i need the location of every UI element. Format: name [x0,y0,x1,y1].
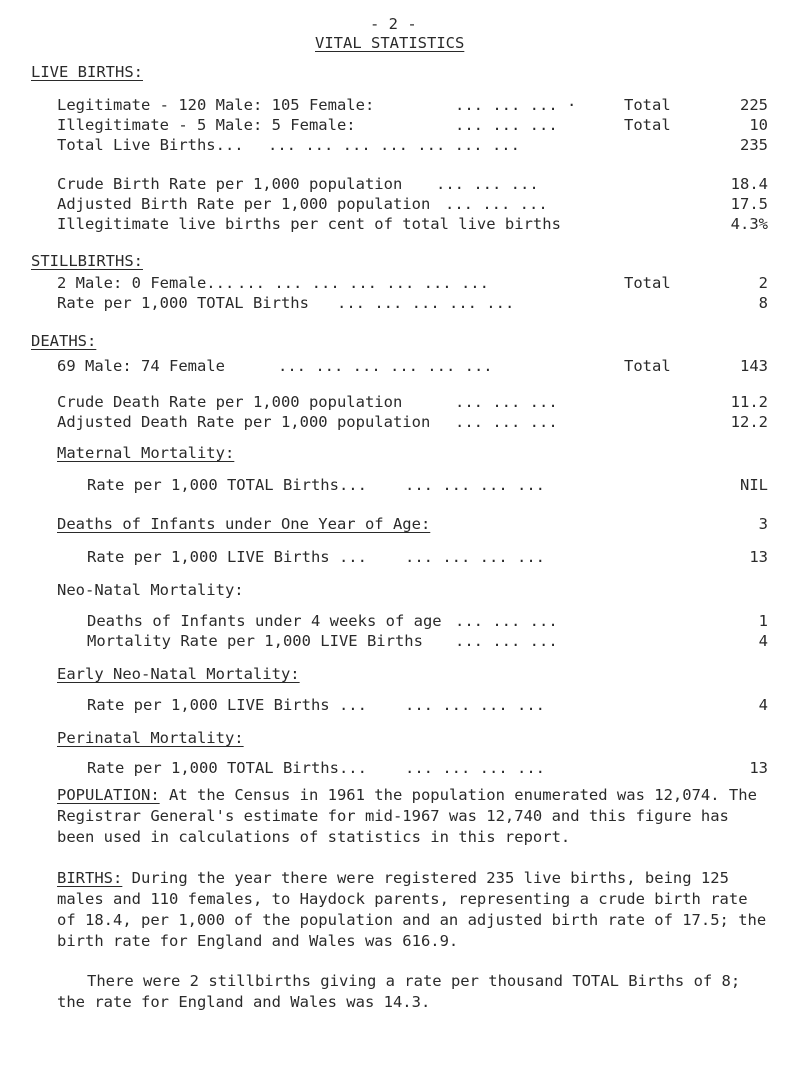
rate-value: 4.3% [730,215,768,233]
population-text: At the Census in 1961 the population enumerated was 12,074. The Registrar General's estimate for mid-1967 was 12,740 and this figure has been used in calculations of statistics in this report. [57,786,757,846]
neonatal-heading: Neo-Natal Mortality: [57,581,244,599]
row-dots: ... ... ... ... [405,476,545,494]
row-value: 235 [740,136,768,154]
deaths-heading: DEATHS: [31,332,97,350]
row-label: 2 Male: 0 Female... [57,274,235,292]
row-dots: ... ... ... · [455,96,577,114]
row-label: Rate per 1,000 TOTAL Births... [87,476,367,494]
row-total-label: Total [624,96,671,114]
row-value: 1 [758,612,768,630]
row-dots: ... ... ... ... [405,696,545,714]
row-dots: ... ... ... [455,632,558,650]
row-value: 143 [740,357,768,375]
row-label: Rate per 1,000 LIVE Births ... [87,548,367,566]
row-value: 13 [749,548,768,566]
perinatal-heading: Perinatal Mortality: [57,729,244,747]
maternal-heading: Maternal Mortality: [57,444,235,462]
row-value: 13 [749,759,768,777]
births-text: During the year there were registered 235 live births, being 125 males and 110 females, to Haydock parents, representing a crude birth rate of 18.4, per 1,000 of the population and an adjusted birth rate of 17.5; the birth rate for England and Wales was 616.9. [57,869,767,950]
rate-dots: ... ... ... [436,175,539,193]
row-dots: ... ... ... ... [405,759,545,777]
page-number: - 2 - [370,15,417,33]
row-dots: ... ... ... ... ... ... [278,357,493,375]
rate-label: Crude Birth Rate per 1,000 population [57,175,403,193]
population-heading: POPULATION: [57,786,160,804]
stillbirths-heading: STILLBIRTHS: [31,252,143,270]
row-label: Rate per 1,000 LIVE Births ... [87,696,367,714]
rate-dots: ... ... ... [455,413,558,431]
row-total-label: Total [624,274,671,292]
row-label: Total Live Births... [57,136,244,154]
row-value: 4 [758,696,768,714]
row-dots: ... ... ... [455,116,558,134]
rate-dots: ... ... ... [445,195,548,213]
row-total-label: Total [624,116,671,134]
row-dots: ... ... ... ... ... ... ... [237,274,489,292]
row-value: NIL [740,476,768,494]
rate-label: Crude Death Rate per 1,000 population [57,393,403,411]
row-dots: ... ... ... ... ... [337,294,515,312]
population-paragraph [57,785,767,848]
rate-label: Illegitimate live births per cent of total live births [57,215,561,233]
row-value: 2 [758,274,768,292]
early-neonatal-heading: Early Neo-Natal Mortality: [57,665,300,683]
row-label: Deaths of Infants under 4 weeks of age [87,612,442,630]
births-heading: BIRTHS: [57,869,123,887]
row-label: Mortality Rate per 1,000 LIVE Births [87,632,423,650]
rate-label: Adjusted Birth Rate per 1,000 population [57,195,431,213]
rate-value: 18.4 [730,175,768,193]
infants-heading-value: 3 [758,515,768,533]
row-dots: ... ... ... ... [405,548,545,566]
row-dots: ... ... ... [455,612,558,630]
births-paragraph [57,868,767,952]
row-label: Legitimate - 120 Male: 105 Female: [57,96,375,114]
row-label: 69 Male: 74 Female [57,357,225,375]
row-label: Rate per 1,000 TOTAL Births [57,294,309,312]
live-births-heading: LIVE BIRTHS: [31,63,143,81]
stillbirths-text: There were 2 stillbirths giving a rate per thousand TOTAL Births of 8; the rate for England and Wales was 14.3. [57,972,741,1011]
rate-value: 12.2 [730,413,768,431]
rate-value: 17.5 [730,195,768,213]
infants-heading: Deaths of Infants under One Year of Age: [57,515,431,533]
row-value: 8 [758,294,768,312]
row-dots: ... ... ... ... ... ... ... [268,136,520,154]
stillbirths-paragraph [57,971,767,1013]
row-label: Rate per 1,000 TOTAL Births... [87,759,367,777]
row-value: 4 [758,632,768,650]
rate-dots: ... ... ... [455,393,558,411]
row-value: 10 [749,116,768,134]
row-total-label: Total [624,357,671,375]
row-value: 225 [740,96,768,114]
rate-value: 11.2 [730,393,768,411]
rate-label: Adjusted Death Rate per 1,000 population [57,413,431,431]
row-label: Illegitimate - 5 Male: 5 Female: [57,116,356,134]
page-title: VITAL STATISTICS [315,34,465,52]
